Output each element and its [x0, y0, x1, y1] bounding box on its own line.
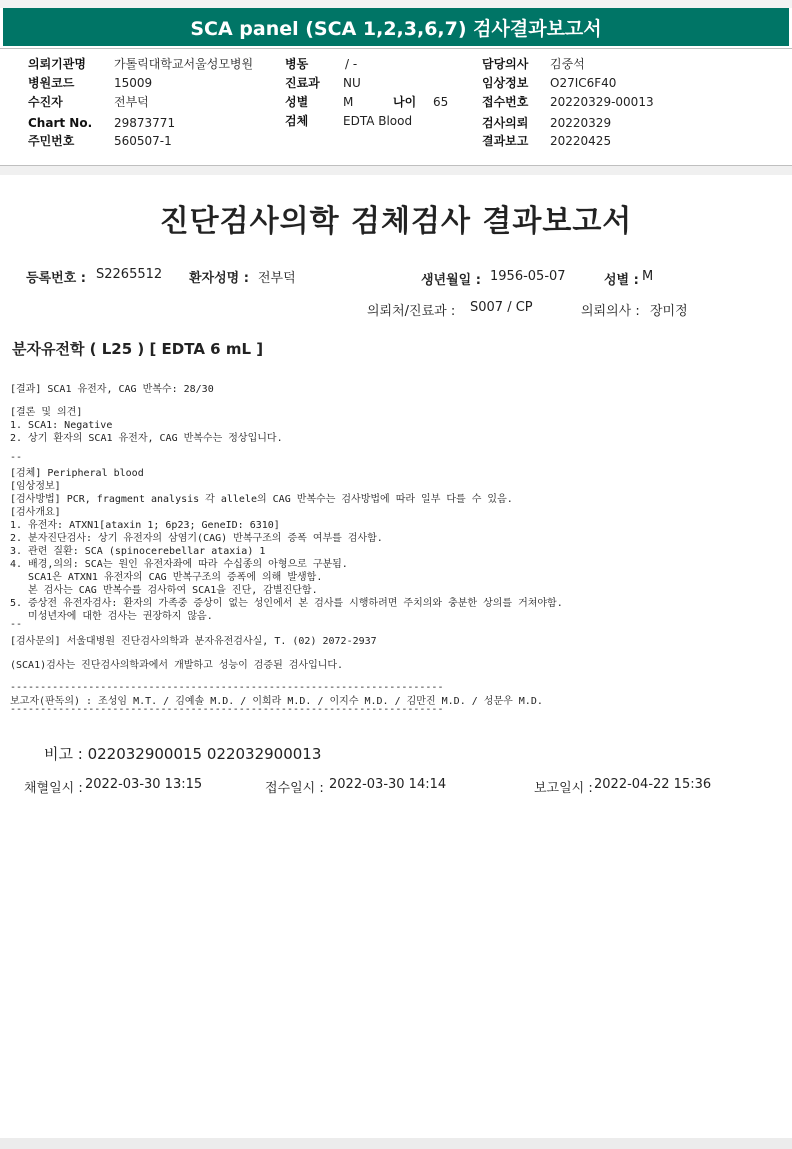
sex-value: M — [343, 95, 354, 109]
section-title: 분자유전학 ( L25 ) [ EDTA 6 mL ] — [12, 340, 264, 358]
ward-label: 병동 — [285, 57, 309, 71]
reporters-text: 보고자(판독의) : 조성임 M.T. / 김예솔 M.D. / 이희라 M.D. / 이지수 M.D. / 김만진 M.D. / 성문우 M.D. — [10, 696, 543, 707]
patient-name-label: 환자성명 : — [189, 271, 249, 286]
dob-label: 생년월일 : — [421, 273, 481, 288]
sex-label: 성별 — [285, 95, 309, 109]
institution-value: 가톨릭대학교서울성모병원 — [114, 57, 254, 71]
hospital-code-value: 15009 — [114, 76, 153, 90]
result-date-label: 결과보고 — [482, 134, 529, 148]
result-text: [결과] SCA1 유전자, CAG 반복수: 28/30 — [10, 384, 214, 395]
patient-label: 수진자 — [28, 95, 63, 109]
clinical-info-value: O27IC6F40 — [550, 76, 617, 90]
request-date-label: 검사의뢰 — [482, 116, 529, 130]
referring-doctor-value: 장미정 — [650, 304, 688, 319]
header-divider-top — [0, 48, 792, 49]
development-text: (SCA1)검사는 진단검사의학과에서 개발하고 성능이 검증된 검사입니다. — [10, 660, 344, 671]
department-label: 진료과 — [285, 76, 320, 90]
contact-text: [검사문의] 서울대병원 진단검사의학과 분자유전검사실, T. (02) 2072-2937 — [10, 636, 377, 647]
chart-no-value: 29873771 — [114, 116, 176, 130]
specimen-label: 검체 — [285, 114, 309, 128]
result-date-value: 20220425 — [550, 134, 612, 148]
accession-value: 20220329-00013 — [550, 95, 654, 109]
short-divider: -- — [10, 452, 23, 463]
patient-sex-value: M — [642, 269, 654, 284]
conclusion-text: [결론 및 의견] 1. SCA1: Negative 2. 상기 환자의 SCA1 유전자, CAG 반복수는 정상입니다. — [10, 407, 283, 444]
separator-bottom: ------------------------------------------------------------------------ — [10, 704, 444, 715]
remarks: 비고 : 022032900015 022032900013 — [44, 745, 322, 763]
resident-no-label: 주민번호 — [28, 134, 75, 148]
patient-name-value: 전부덕 — [258, 271, 296, 286]
reg-no-value: S2265512 — [96, 267, 163, 282]
physician-label: 담당의사 — [482, 57, 529, 71]
report-title: 진단검사의학 검체검사 결과보고서 — [159, 204, 633, 239]
section-gap — [0, 166, 792, 175]
short-divider: -- — [10, 619, 23, 630]
report-header-title-text: SCA panel (SCA 1,2,3,6,7) 검사결과보고서 — [190, 17, 602, 40]
hospital-code-label: 병원코드 — [28, 76, 75, 90]
dept-label: 의뢰처/진료과 : — [367, 304, 456, 319]
report-header-title — [3, 8, 789, 46]
institution-label: 의뢰기관명 — [28, 57, 86, 71]
report-time-label: 보고일시 : — [534, 781, 593, 796]
collection-time-value: 2022-03-30 13:15 — [85, 777, 203, 792]
physician-value: 김중석 — [550, 57, 585, 71]
referring-doctor-label: 의뢰의사 : — [581, 304, 640, 319]
request-date-value: 20220329 — [550, 116, 612, 130]
department-value: NU — [343, 76, 361, 90]
separator-top: ------------------------------------------------------------------------ — [10, 682, 444, 693]
details-text: [검체] Peripheral blood [임상정보] [검사방법] PCR, fragment analysis 각 allele의 CAG 반복수는 검사방법에 따라 일부 다를 수 있음. [검사개요] 1. 유전자: ATXN1[ataxin 1; 6p23; GeneID: 6310] 2. 분자진단검사: 상기 유전자의 삼염기(CAG) 반복구조의 증폭 여부를 검사함. 3. 관련 질환: SCA (spinocerebellar ataxia) 1 4. 배경,의의: SCA는 원인 유전자좌에 따라 수십종의 아형으로 구분됨. SCA1은 ATXN1 유전자의 CAG 반복구조의 증폭에 의해 발생함. 본 검사는 CAG 반복수를 검사하여 SCA1을 진단, 감별진단함. 5. 증상전 유전자검사: 환자의 가족중 증상이 없는 성인에서 본 검사를 시행하려면 주치의와 충분한 상의를 거쳐야함. 미성년자에 대한 검사는 권장하지 않음. — [10, 468, 563, 622]
chart-no-label: Chart No. — [28, 116, 93, 130]
age-value: 65 — [433, 95, 449, 109]
receipt-time-label: 접수일시 : — [265, 781, 324, 796]
age-label: 나이 — [393, 95, 417, 109]
dob-value: 1956-05-07 — [490, 269, 566, 284]
top-border — [0, 0, 792, 8]
reg-no-label: 등록번호 : — [26, 271, 86, 286]
patient-value: 전부덕 — [114, 95, 149, 109]
bottom-border — [0, 1138, 792, 1149]
patient-sex-label: 성별 : — [604, 273, 639, 288]
dept-value: S007 / CP — [470, 300, 533, 315]
ward-value: / - — [345, 57, 358, 71]
specimen-value: EDTA Blood — [343, 114, 413, 128]
receipt-time-value: 2022-03-30 14:14 — [329, 777, 447, 792]
collection-time-label: 채혈일시 : — [24, 781, 83, 796]
resident-no-value: 560507-1 — [114, 134, 172, 148]
accession-label: 접수번호 — [482, 95, 529, 109]
clinical-info-label: 임상정보 — [482, 76, 529, 90]
report-time-value: 2022-04-22 15:36 — [594, 777, 712, 792]
